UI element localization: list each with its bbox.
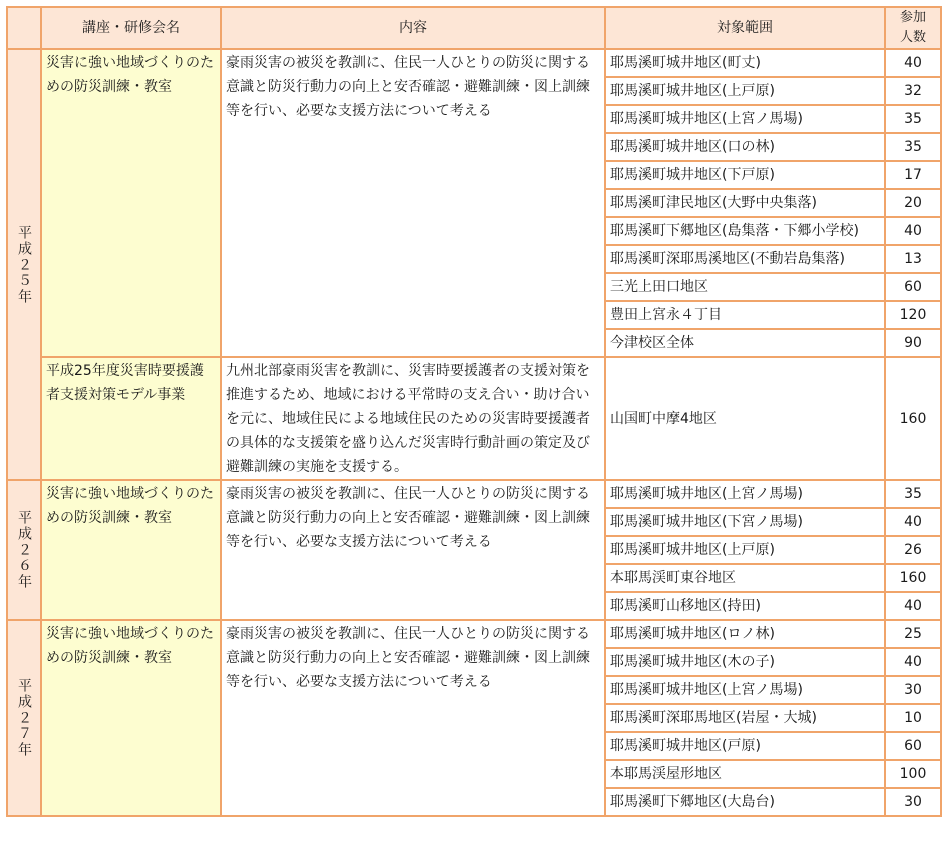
target-cell: 耶馬溪町城井地区(口の林) (605, 133, 885, 161)
year-cell: 平成２５年 (7, 49, 41, 480)
participant-count-cell: 13 (885, 245, 941, 273)
year-cell: 平成２６年 (7, 480, 41, 620)
target-cell: 耶馬溪町下郷地区(大島台) (605, 788, 885, 816)
target-cell: 山国町中摩4地区 (605, 357, 885, 480)
participant-count-cell: 100 (885, 760, 941, 788)
participant-count-cell: 60 (885, 732, 941, 760)
target-cell: 本耶馬渓町東谷地区 (605, 564, 885, 592)
header-participants-label: 参加 人数 (899, 10, 926, 45)
participant-count-cell: 10 (885, 704, 941, 732)
target-cell: 耶馬溪町深耶馬溪地区(不動岩島集落) (605, 245, 885, 273)
participant-count-cell: 90 (885, 329, 941, 357)
participant-count-cell: 40 (885, 592, 941, 620)
header-target: 対象範囲 (605, 7, 885, 49)
participant-count-cell: 60 (885, 273, 941, 301)
participant-count-cell: 35 (885, 105, 941, 133)
training-table (6, 6, 942, 817)
content-cell: 豪雨災害の被災を教訓に、住民一人ひとりの防災に関する意識と防災行動力の向上と安否確認・避難訓練・図上訓練等を行い、必要な支援方法について考える (221, 620, 605, 816)
target-cell: 耶馬溪町城井地区(ロノ林) (605, 620, 885, 648)
participant-count-cell: 120 (885, 301, 941, 329)
target-cell: 耶馬溪町深耶馬地区(岩屋・大城) (605, 704, 885, 732)
participant-count-cell: 20 (885, 189, 941, 217)
participant-count-cell: 40 (885, 217, 941, 245)
participant-count-cell: 17 (885, 161, 941, 189)
table-row (7, 480, 941, 508)
content-cell: 豪雨災害の被災を教訓に、住民一人ひとりの防災に関する意識と防災行動力の向上と安否確認・避難訓練・図上訓練等を行い、必要な支援方法について考える (221, 480, 605, 620)
target-cell: 耶馬溪町下郷地区(島集落・下郷小学校) (605, 217, 885, 245)
target-cell: 耶馬溪町山移地区(持田) (605, 592, 885, 620)
target-cell: 本耶馬渓屋形地区 (605, 760, 885, 788)
table-row (7, 357, 941, 480)
target-cell: 豊田上宮永４丁目 (605, 301, 885, 329)
target-cell: 耶馬溪町城井地区(上宮ノ馬場) (605, 105, 885, 133)
target-cell: 耶馬溪町城井地区(上戸原) (605, 77, 885, 105)
course-name-cell: 災害に強い地域づくりのための防災訓練・教室 (41, 480, 221, 620)
target-cell: 耶馬溪町城井地区(上宮ノ馬場) (605, 676, 885, 704)
content-cell: 豪雨災害の被災を教訓に、住民一人ひとりの防災に関する意識と防災行動力の向上と安否確認・避難訓練・図上訓練等を行い、必要な支援方法について考える (221, 49, 605, 357)
participant-count-cell: 25 (885, 620, 941, 648)
participant-count-cell: 26 (885, 536, 941, 564)
header-year-blank (7, 7, 41, 49)
participant-count-cell: 40 (885, 49, 941, 77)
content-cell: 九州北部豪雨災害を教訓に、災害時要援護者の支援対策を推進するため、地域における平常時の支え合い・助け合いを元に、地域住民による地域住民のための災害時要援護者の具体的な支援策を盛り込んだ災害時行動計画の策定及び避難訓練の実施を支援する。 (221, 357, 605, 480)
participant-count-cell: 30 (885, 788, 941, 816)
course-name-cell: 災害に強い地域づくりのための防災訓練・教室 (41, 49, 221, 357)
target-cell: 今津校区全体 (605, 329, 885, 357)
target-cell: 三光上田口地区 (605, 273, 885, 301)
table-row (7, 49, 941, 77)
course-name-cell: 平成25年度災害時要援護者支援対策モデル事業 (41, 357, 221, 480)
participant-count-cell: 160 (885, 564, 941, 592)
participant-count-cell: 40 (885, 508, 941, 536)
participant-count-cell: 35 (885, 133, 941, 161)
target-cell: 耶馬溪町城井地区(町丈) (605, 49, 885, 77)
table-row (7, 620, 941, 648)
target-cell: 耶馬溪町城井地区(上宮ノ馬場) (605, 480, 885, 508)
target-cell: 耶馬溪町津民地区(大野中央集落) (605, 189, 885, 217)
participant-count-cell: 40 (885, 648, 941, 676)
course-name-cell: 災害に強い地域づくりのための防災訓練・教室 (41, 620, 221, 816)
header-participants (885, 7, 941, 49)
header-course: 講座・研修会名 (41, 7, 221, 49)
target-cell: 耶馬溪町城井地区(下戸原) (605, 161, 885, 189)
header-content: 内容 (221, 7, 605, 49)
target-cell: 耶馬溪町城井地区(上戸原) (605, 536, 885, 564)
target-cell: 耶馬溪町城井地区(木の子) (605, 648, 885, 676)
table-body (7, 49, 941, 816)
header-row (7, 7, 941, 49)
target-cell: 耶馬溪町城井地区(下宮ノ馬場) (605, 508, 885, 536)
year-cell: 平成２７年 (7, 620, 41, 816)
participant-count-cell: 160 (885, 357, 941, 480)
participant-count-cell: 30 (885, 676, 941, 704)
target-cell: 耶馬溪町城井地区(戸原) (605, 732, 885, 760)
participant-count-cell: 35 (885, 480, 941, 508)
participant-count-cell: 32 (885, 77, 941, 105)
